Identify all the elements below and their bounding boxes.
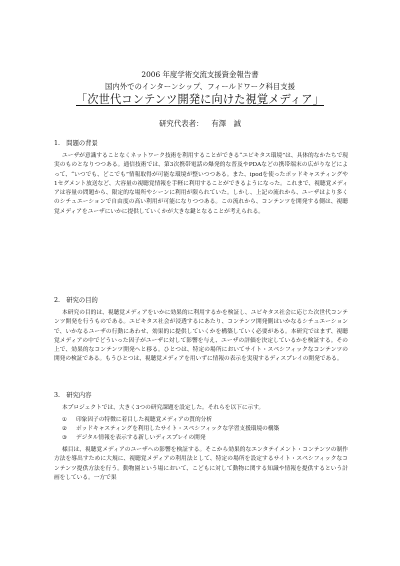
report-category-line: 国内外でのインターンシップ、フィールドワーク科目支援 (104, 82, 296, 91)
document-title: 「次世代コンテンツ開発に向けた視覚メディア」 (76, 93, 324, 106)
section-3-heading: 3. 研究内容 (54, 392, 92, 399)
author-line (0, 119, 400, 128)
section-1-heading: 1. 問題の背景 (54, 140, 98, 147)
section-1-paragraph: ユーザが意識することなくネットワーク技術を利用することができる“ユビキタス環境”は、具体的なかたちで現実のものとなりつつある。通信技術では、第3次携帯電話の爆発的な普及やPDAなどの携帯端末の広がりなどによって、“いつでも、どこでも”情報取得が可能な環境が整いつつある。また、ipodを使ったポッドキャスティングや1セグメント放送など、大容量の視聴覚情報を手軽に利用することができるようになった。これまで、視聴覚メディアは容量の問題から、限定的な場所やシーンに利用が限られていた。しかし、上記の流れから、ユーザはより多くのシチュエーションで自由度の高い利用が可能になりつつある。この流れから、コンテンツを開発する側は、視聴覚メディアをユーザにいかに提供していくかが大きな鍵となることが考えられる。 (54, 153, 348, 215)
section-2-heading: 2. 研究の目的 (54, 297, 98, 304)
section-3-paragraph: 様目は、視聴覚メディアのユーザへの影響を検証する。そこから効果的なエンタテイメント・コンテンツの制作方法を導出すために大規に、視聴覚メディアの利用法として、特定の場所を設定するサイト・スペシフィックなコンテンツ提供方法を行う。動物園という場において、こどもに対して動物に関する知識や情報を提供するという計画をしている。一方で果 (54, 447, 348, 481)
section-3-intro: 本プロジェクトでは、大きく3つの研究課題を設定した。それらを以下に示す。 (62, 405, 265, 411)
section-2-paragraph: 本研究の目的は、視聴覚メディアをいかに効果的に利用するかを検証し、ユビキタス社会に応じた次世代コンテンツ開発を行うものである。ユビキタス社会が浸透するにあたり、コンテンツ開発側はいかなるシチュエーションで、いかなるユーザの行動にあわせ、効果的に提供していくかを構築していく必要がある。本研究ではまず、視聴覚メディアの中でどういった因子がユーザに対して影響を与え、ユーザの評価を決定しているかを検証する。その上で、効果的なコンテンツ開発へと移る。ひとつは、特定の場所においてサイト・スペシフィックなコンテンツの開発の検証である。もうひとつは、視聴覚メディアを用いずに情報の表示を実現するディスプレイの開発である。 (54, 310, 348, 363)
research-topics-list (62, 416, 352, 444)
report-year-line: 2006 年度学術交流支援資金報告書 (141, 70, 259, 79)
list-item: ② ポッドキャスティングを利用したサイト・スペシフィックな学習支援環境の構築 (62, 426, 280, 433)
list-item: ③ デジタル情報を表示する新しいディスプレイの開発 (62, 435, 206, 442)
author-role: 研究代表者： (159, 119, 204, 128)
list-item: ① 印象因子の特徴に着目した視聴覚メディアの質的分析 (62, 417, 213, 423)
author-name: 有澤 誠 (211, 119, 241, 128)
